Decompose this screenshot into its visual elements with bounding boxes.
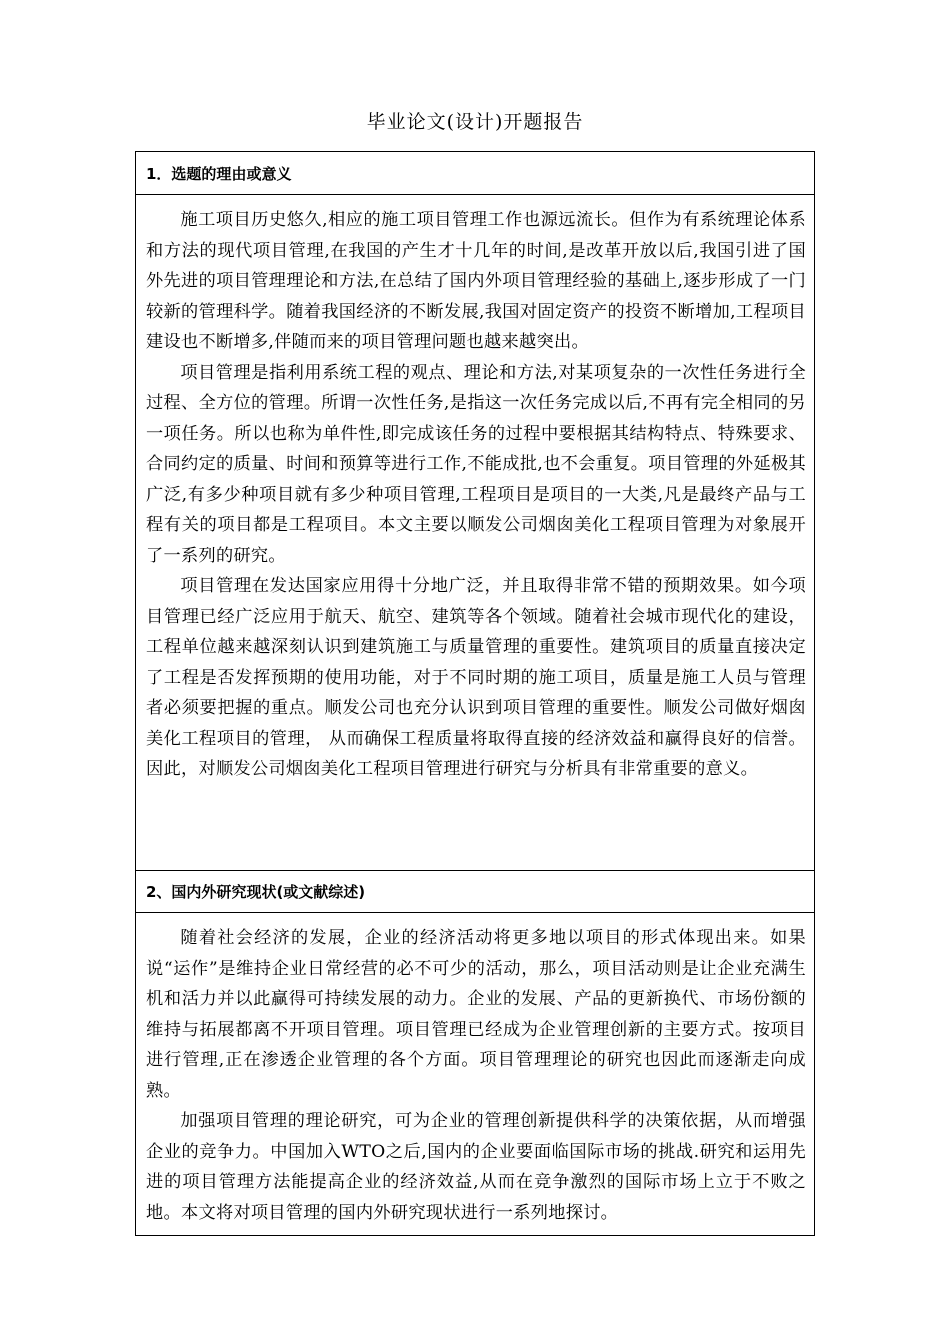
paragraph: 项目管理是指利用系统工程的观点、理论和方法,对某项复杂的一次性任务进行全过程、全方位的管理。所谓一次性任务,是指这一次任务完成以后,不再有完全相同的另一项任务。所以也称为单件性,即完成该任务的过程中要根据其结构特点、特殊要求、合同约定的质量、时间和预算等进行工作,不能成批,也不会重复。项目管理的外延极其广泛,有多少种项目就有多少种项目管理,工程项目是项目的一大类,凡是最终产品与工程有关的项目都是工程项目。本文主要以顺发公司烟囱美化工程项目管理为对象展开了一系列的研究。 [146,362,806,566]
section-heading-research-status: 2、国内外研究现状(或文献综述) [136,870,814,913]
section-body-research-status [136,913,814,1235]
paragraph: 随着社会经济的发展，企业的经济活动将更多地以项目的形式体现出来。如果说“运作”是维持企业日常经营的必不可少的活动，那么，项目活动则是让企业充满生机和活力并以此赢得可持续发展的动力。企业的发展、产品的更新换代、市场份额的维持与拓展都离不开项目管理。项目管理已经成为企业管理创新的主要方式。按项目进行管理,正在渗透企业管理的各个方面。项目管理理论的研究也因此而逐渐走向成熟。 [146,928,806,1101]
paragraph: 加强项目管理的理论研究，可为企业的管理创新提供科学的决策依据，从而增强企业的竞争力。中国加入WTO之后,国内的企业要面临国际市场的挑战.研究和运用先进的项目管理方法能提高企业的经济效益,从而在竞争激烈的国际市场上立于不败之地。本文将对项目管理的国内外研究现状进行一系列地探讨。 [146,1111,806,1223]
section-body-rationale [136,195,814,870]
paragraph: 项目管理在发达国家应用得十分地广泛，并且取得非常不错的预期效果。如今项目管理已经广泛应用于航天、航空、建筑等各个领域。随着社会城市现代化的建设，工程单位越来越深刻认识到建筑施工与质量管理的重要性。建筑项目的质量直接决定了工程是否发挥预期的使用功能，对于不同时期的施工项目，质量是施工人员与管理者必须要把握的重点。顺发公司也充分认识到项目管理的重要性。顺发公司做好烟囱美化工程项目的管理， 从而确保工程质量将取得直接的经济效益和赢得良好的信誉。因此，对顺发公司烟囱美化工程项目管理进行研究与分析具有非常重要的意义。 [146,576,806,779]
section-heading-rationale: 1．选题的理由或意义 [136,152,814,195]
report-table [135,151,815,1236]
page-title: 毕业论文(设计)开题报告 [366,111,584,133]
paragraph: 施工项目历史悠久,相应的施工项目管理工作也源远流长。但作为有系统理论体系和方法的现代项目管理,在我国的产生才十几年的时间,是改革开放以后,我国引进了国外先进的项目管理理论和方法,在总结了国内外项目管理经验的基础上,逐步形成了一门较新的管理科学。随着我国经济的不断发展,我国对固定资产的投资不断增加,工程项目建设也不断增多,伴随而来的项目管理问题也越来越突出。 [146,210,806,352]
